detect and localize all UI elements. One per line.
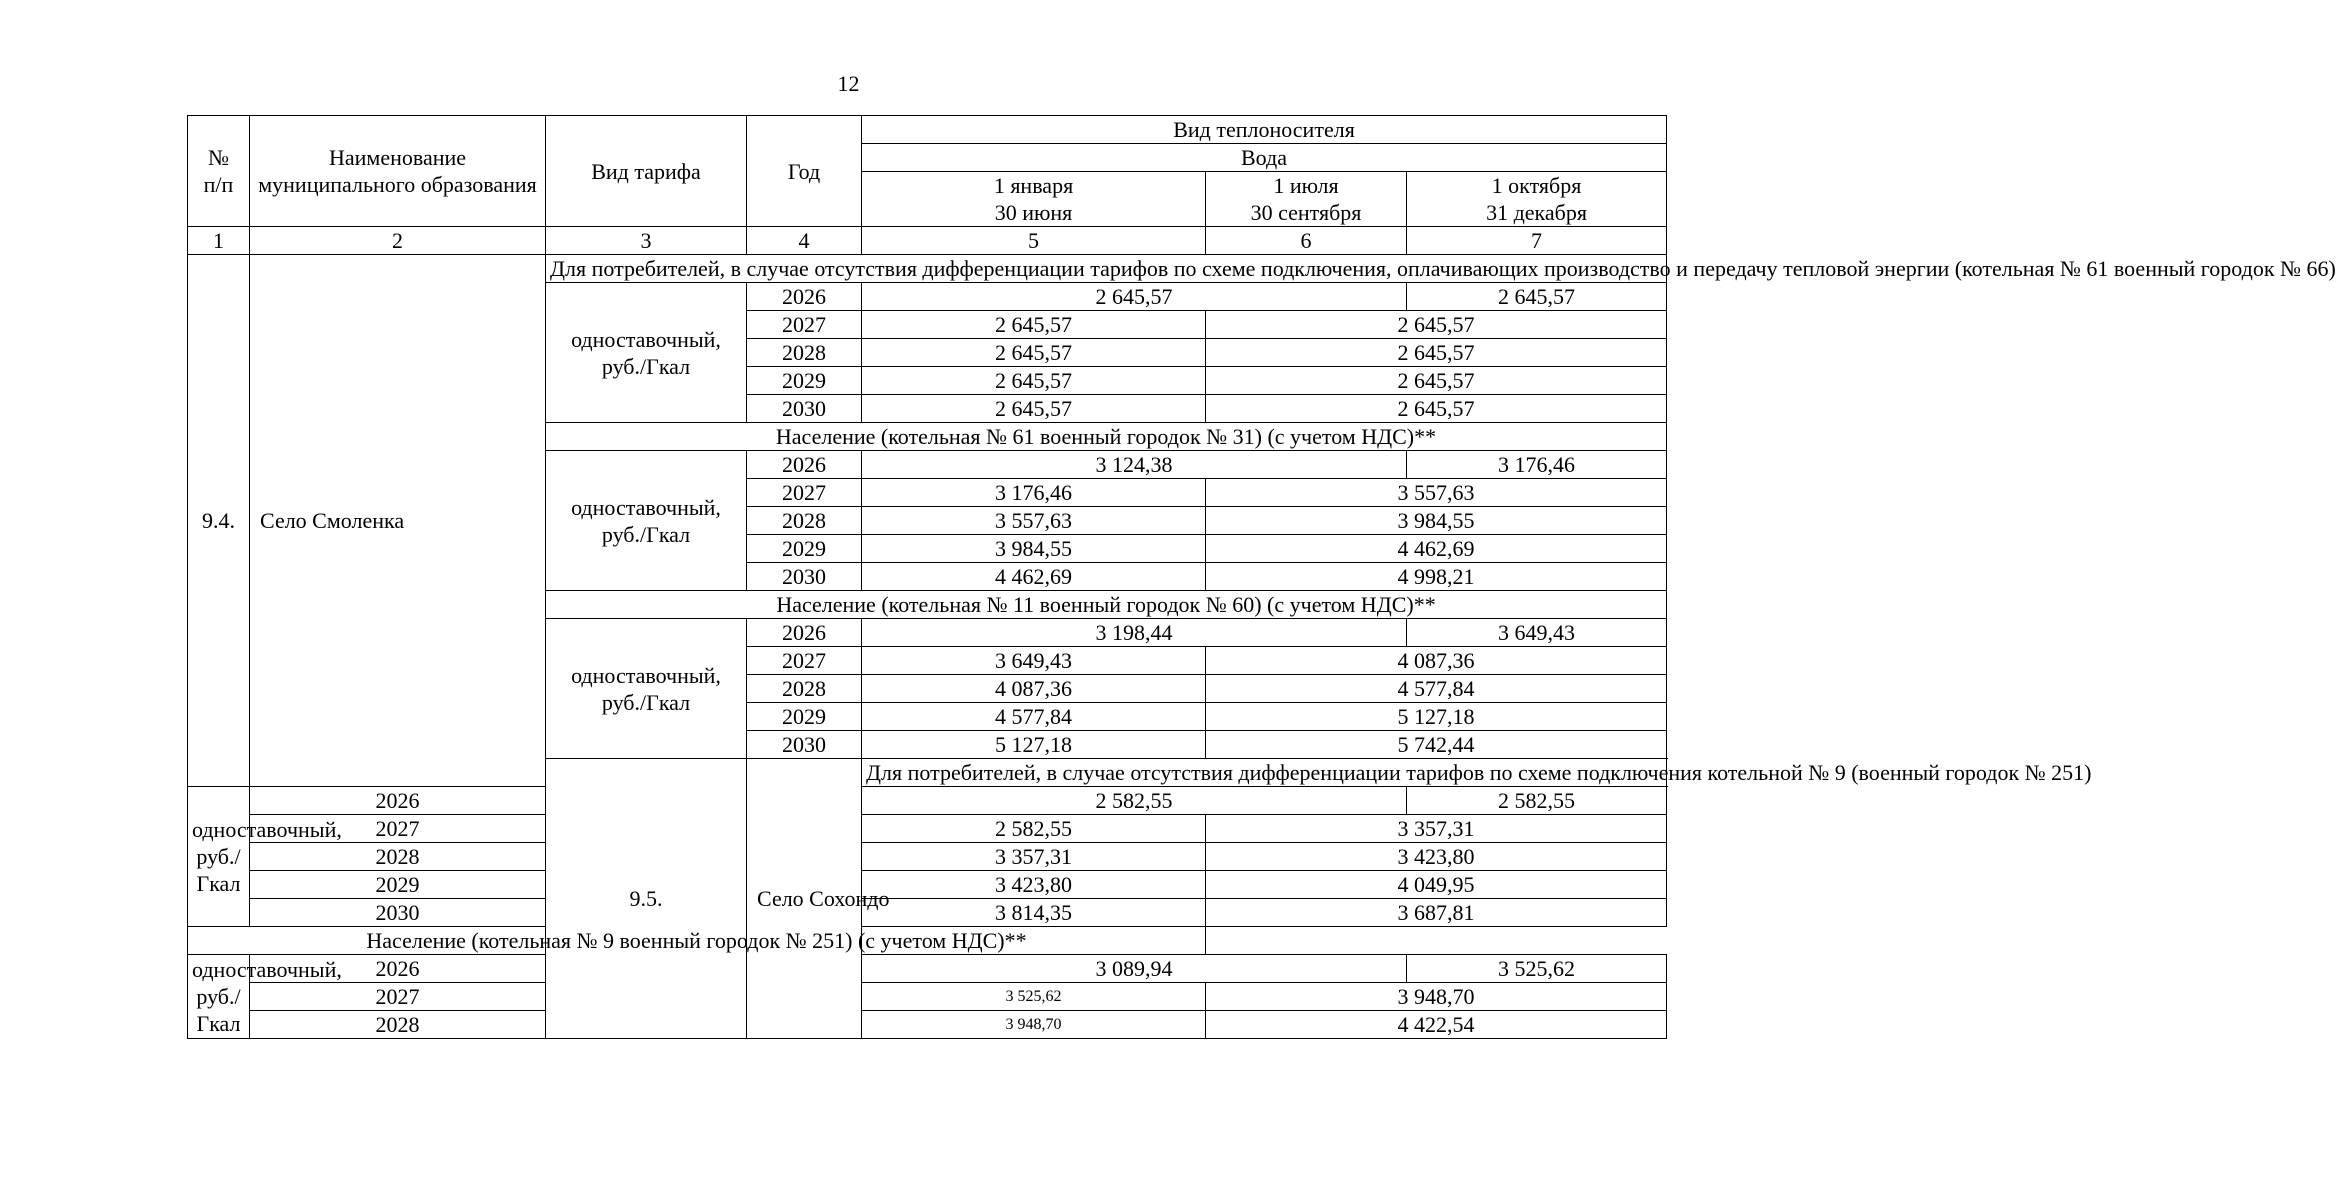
tariff-value: 3 357,31 (862, 843, 1206, 871)
year-cell: 2026 (747, 451, 862, 479)
tariff-type-cell: одноставочный, руб./Гкал (546, 619, 747, 759)
tariff-value: 3 198,44 (862, 619, 1407, 647)
column-number: 5 (862, 227, 1206, 255)
tariff-table (187, 115, 2336, 1039)
tariff-value: 4 087,36 (1206, 647, 1667, 675)
header-period-2: 1 июля 30 сентября (1206, 172, 1407, 227)
tariff-value: 3 649,43 (862, 647, 1206, 675)
year-cell: 2029 (747, 535, 862, 563)
header-municipality: Наименование муниципального образования (250, 116, 546, 227)
tariff-value: 3 948,70 (862, 1011, 1206, 1039)
consumer-group-title: Для потребителей, в случае отсутствия дифференциации тарифов по схеме подключения, оплачивающих производство и передачу тепловой энергии (котельная № 61 военный городок № 66) (546, 255, 1667, 283)
tariff-value: 4 087,36 (862, 675, 1206, 703)
tariff-value: 4 577,84 (1206, 675, 1667, 703)
year-cell: 2029 (250, 871, 546, 899)
tariff-value: 2 645,57 (862, 283, 1407, 311)
tariff-value: 2 645,57 (862, 367, 1206, 395)
tariff-value: 3 557,63 (1206, 479, 1667, 507)
tariff-value: 2 645,57 (1206, 367, 1667, 395)
year-cell: 2026 (250, 787, 546, 815)
column-number: 1 (188, 227, 250, 255)
tariff-value: 3 814,35 (862, 899, 1206, 927)
tariff-type-cell: одноставочный, руб./Гкал (546, 451, 747, 591)
year-cell: 2027 (747, 311, 862, 339)
tariff-value: 3 423,80 (1206, 843, 1667, 871)
tariff-value: 3 423,80 (862, 871, 1206, 899)
year-cell: 2028 (747, 339, 862, 367)
tariff-value: 3 984,55 (1206, 507, 1667, 535)
column-numbers-row (188, 227, 1667, 255)
tariff-value: 2 645,57 (862, 311, 1206, 339)
tariff-value: 3 649,43 (1407, 619, 1667, 647)
tariff-value: 3 557,63 (862, 507, 1206, 535)
year-cell: 2028 (250, 843, 546, 871)
year-cell: 2030 (250, 899, 546, 927)
header-water: Вода (862, 144, 1667, 172)
tariff-value: 4 998,21 (1206, 563, 1667, 591)
tariff-value: 3 984,55 (862, 535, 1206, 563)
tariff-value: 4 049,95 (1206, 871, 1667, 899)
municipality-name: Село Смоленка (250, 255, 546, 787)
year-cell: 2027 (250, 815, 546, 843)
tariff-value: 3 687,81 (1206, 899, 1667, 927)
year-cell: 2030 (747, 731, 862, 759)
year-cell: 2027 (250, 983, 546, 1011)
year-cell: 2029 (747, 367, 862, 395)
header-tariff-type: Вид тарифа (546, 116, 747, 227)
column-number: 7 (1407, 227, 1667, 255)
consumer-group-title: Для потребителей, в случае отсутствия дифференциации тарифов по схеме подключения котельной № 9 (военный городок № 251) (862, 759, 1667, 787)
column-number: 4 (747, 227, 862, 255)
year-cell: 2029 (747, 703, 862, 731)
tariff-value: 2 582,55 (1407, 787, 1667, 815)
tariff-value: 2 645,57 (1206, 395, 1667, 423)
tariff-value: 2 582,55 (862, 787, 1407, 815)
header-year: Год (747, 116, 862, 227)
tariff-type-cell: одноставочный, руб./Гкал (546, 283, 747, 423)
header-period-3: 1 октября 31 декабря (1407, 172, 1667, 227)
column-number: 3 (546, 227, 747, 255)
tariff-value: 5 127,18 (1206, 703, 1667, 731)
year-cell: 2028 (250, 1011, 546, 1039)
year-cell: 2026 (747, 619, 862, 647)
year-cell: 2028 (747, 507, 862, 535)
column-number: 2 (250, 227, 546, 255)
tariff-value: 2 645,57 (1206, 311, 1667, 339)
year-cell: 2026 (250, 955, 546, 983)
tariff-type-cell: одноставочный, руб./Гкал (188, 787, 250, 927)
tariff-value: 3 176,46 (862, 479, 1206, 507)
tariff-value: 4 462,69 (1206, 535, 1667, 563)
tariff-value: 3 124,38 (862, 451, 1407, 479)
tariff-value: 4 422,54 (1206, 1011, 1667, 1039)
year-cell: 2026 (747, 283, 862, 311)
consumer-group-title: Население (котельная № 61 военный городок № 31) (с учетом НДС)** (546, 423, 1667, 451)
tariff-type-cell: одноставочный, руб./Гкал (188, 955, 250, 1039)
column-number: 6 (1206, 227, 1407, 255)
tariff-value: 3 525,62 (1407, 955, 1667, 983)
tariff-value: 4 462,69 (862, 563, 1206, 591)
tariff-value: 3 089,94 (862, 955, 1407, 983)
page-number: 12 (837, 71, 860, 96)
header-num: № п/п (188, 116, 250, 227)
year-cell: 2030 (747, 395, 862, 423)
tariff-value: 5 742,44 (1206, 731, 1667, 759)
municipality-name: Село Сохондо (747, 759, 862, 1039)
year-cell: 2027 (747, 479, 862, 507)
tariff-value: 2 645,57 (1407, 283, 1667, 311)
consumer-group-title: Население (котельная № 11 военный городок № 60) (с учетом НДС)** (546, 591, 1667, 619)
consumer-group-title: Население (котельная № 9 военный городок № 251) (с учетом НДС)** (188, 927, 1206, 955)
tariff-value: 4 577,84 (862, 703, 1206, 731)
header-period-1: 1 января 30 июня (862, 172, 1206, 227)
tariff-value: 2 582,55 (862, 815, 1206, 843)
year-cell: 2027 (747, 647, 862, 675)
year-cell: 2028 (747, 675, 862, 703)
tariff-value: 3 525,62 (862, 983, 1206, 1011)
header-carrier-type: Вид теплоносителя (862, 116, 1667, 144)
tariff-value: 5 127,18 (862, 731, 1206, 759)
tariff-value: 2 645,57 (1206, 339, 1667, 367)
tariff-value: 2 645,57 (862, 395, 1206, 423)
tariff-value: 3 176,46 (1407, 451, 1667, 479)
tariff-value: 2 645,57 (862, 339, 1206, 367)
year-cell: 2030 (747, 563, 862, 591)
row-number: 9.5. (546, 759, 747, 1039)
tariff-value: 3 357,31 (1206, 815, 1667, 843)
row-number: 9.4. (188, 255, 250, 787)
tariff-value: 3 948,70 (1206, 983, 1667, 1011)
